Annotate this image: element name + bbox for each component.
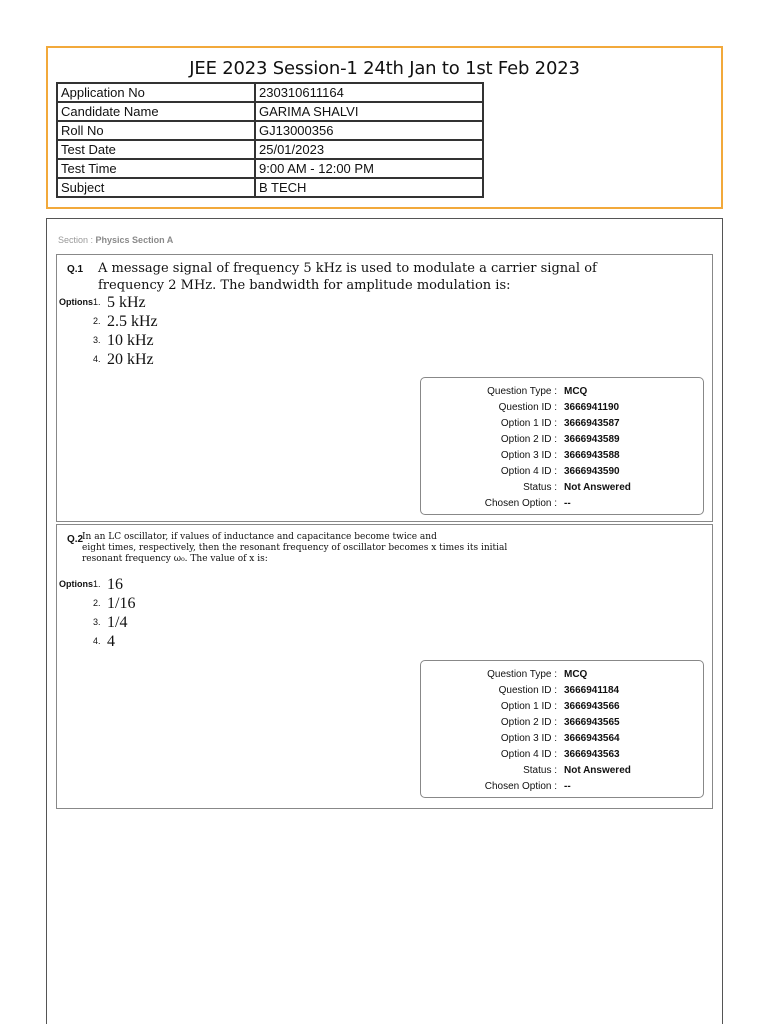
info-value: 3666941184 [564, 685, 620, 696]
exam-title: JEE 2023 Session-1 24th Jan to 1st Feb 2023 [189, 58, 580, 79]
option-value: 16 [107, 576, 123, 593]
info-row [421, 434, 705, 450]
option-number: 4. [93, 636, 101, 646]
field-value: GJ13000356 [255, 121, 483, 140]
option-value: 1/16 [107, 595, 136, 612]
info-row [421, 749, 705, 765]
field-label: Roll No [57, 121, 255, 140]
table-row [57, 178, 483, 197]
info-label: Option 2 ID : [500, 434, 557, 445]
field-label: Subject [57, 178, 255, 197]
info-label: Status : [523, 482, 557, 493]
info-row [421, 402, 705, 418]
info-value: 3666943588 [564, 450, 620, 461]
option-value: 4 [107, 633, 115, 650]
info-value: 3666941190 [564, 402, 620, 413]
info-value: 3666943563 [564, 749, 620, 760]
question-text-line: frequency 2 MHz. The bandwidth for amplitude modulation is: [98, 278, 511, 293]
option-value: 5 kHz [107, 294, 146, 311]
option-number: 1. [93, 297, 101, 307]
table-row [57, 140, 483, 159]
info-row [421, 386, 705, 402]
info-label: Option 4 ID : [500, 749, 557, 760]
option-number: 2. [93, 316, 101, 326]
field-label: Test Date [57, 140, 255, 159]
info-label: Question Type : [487, 669, 557, 680]
option-number: 3. [93, 617, 101, 627]
info-value: 3666943565 [564, 717, 620, 728]
info-value: 3666943590 [564, 466, 620, 477]
field-label: Test Time [57, 159, 255, 178]
question-block [56, 254, 713, 522]
option-number: 1. [93, 579, 101, 589]
field-value: B TECH [255, 178, 483, 197]
question-text-line: eight times, respectively, then the resonant frequency of oscillator becomes x times its initial [82, 543, 508, 553]
info-value: MCQ [564, 386, 588, 397]
table-row [57, 159, 483, 178]
info-value: 3666943564 [564, 733, 620, 744]
info-label: Option 2 ID : [500, 717, 557, 728]
info-label: Chosen Option : [484, 781, 557, 792]
info-label: Option 3 ID : [500, 450, 557, 461]
option-number: 3. [93, 335, 101, 345]
option-value: 2.5 kHz [107, 313, 158, 330]
info-value: 3666943566 [564, 701, 620, 712]
exam-header [46, 46, 723, 209]
question-info-panel [420, 377, 704, 515]
question-block [56, 524, 713, 809]
option-number: 2. [93, 598, 101, 608]
info-row [421, 482, 705, 498]
info-row [421, 466, 705, 482]
option-value: 1/4 [107, 614, 128, 631]
info-value: Not Answered [564, 765, 631, 776]
info-row [421, 765, 705, 781]
section-name: Physics Section A [95, 235, 174, 245]
info-label: Question ID : [498, 402, 557, 413]
info-row [421, 733, 705, 749]
info-value: MCQ [564, 669, 588, 680]
section-prefix: Section : [58, 235, 96, 245]
field-value: GARIMA SHALVI [255, 102, 483, 121]
options-label: Options [59, 297, 93, 307]
info-label: Option 3 ID : [500, 733, 557, 744]
info-value: 3666943587 [564, 418, 620, 429]
info-label: Status : [523, 765, 557, 776]
info-value: Not Answered [564, 482, 631, 493]
field-value: 230310611164 [255, 83, 483, 102]
option-value: 10 kHz [107, 332, 154, 349]
question-text-line: A message signal of frequency 5 kHz is used to modulate a carrier signal of [98, 261, 597, 276]
info-row [421, 717, 705, 733]
options-label: Options [59, 579, 93, 589]
question-text-line: In an LC oscillator, if values of inductance and capacitance become twice and [82, 532, 437, 542]
field-value: 25/01/2023 [255, 140, 483, 159]
question-text [98, 260, 597, 294]
candidate-table [56, 82, 484, 198]
info-value: -- [564, 498, 571, 509]
question-text [82, 532, 507, 565]
info-label: Question Type : [487, 386, 557, 397]
info-row [421, 701, 705, 717]
option-value: 20 kHz [107, 351, 154, 368]
info-label: Chosen Option : [484, 498, 557, 509]
info-label: Option 4 ID : [500, 466, 557, 477]
question-number: Q.2 [67, 534, 84, 545]
info-row [421, 685, 705, 701]
info-value: -- [564, 781, 571, 792]
option-number: 4. [93, 354, 101, 364]
table-row [57, 121, 483, 140]
info-value: 3666943589 [564, 434, 620, 445]
info-label: Option 1 ID : [500, 701, 557, 712]
info-row [421, 498, 705, 514]
info-label: Question ID : [498, 685, 557, 696]
field-label: Application No [57, 83, 255, 102]
info-row [421, 450, 705, 466]
table-row [57, 83, 483, 102]
info-row [421, 418, 705, 434]
info-row [421, 669, 705, 685]
question-text-line: resonant frequency ω₀. The value of x is: [82, 554, 268, 564]
table-row [57, 102, 483, 121]
info-row [421, 781, 705, 797]
info-label: Option 1 ID : [500, 418, 557, 429]
question-number: Q.1 [67, 264, 84, 275]
section-label [58, 235, 173, 245]
field-value: 9:00 AM - 12:00 PM [255, 159, 483, 178]
field-label: Candidate Name [57, 102, 255, 121]
question-info-panel [420, 660, 704, 798]
